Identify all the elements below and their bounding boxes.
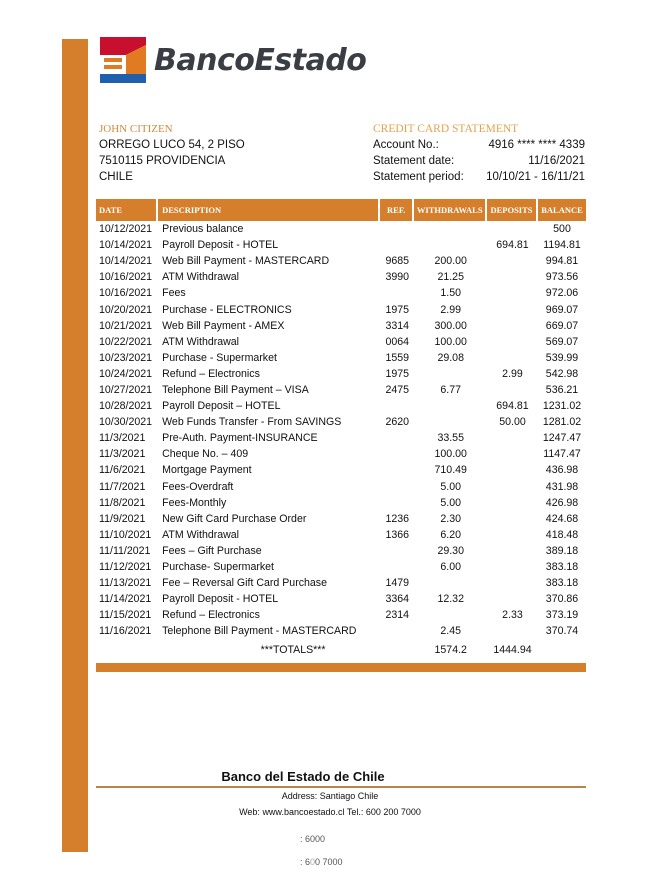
row-deposit [487, 623, 538, 639]
row-deposit [487, 318, 538, 334]
row-ref [380, 623, 414, 639]
row-withdrawal [414, 414, 487, 430]
row-date: 11/16/2021 [99, 625, 152, 638]
row-description: Payroll Deposit – HOTEL [162, 400, 281, 413]
row-deposit [487, 446, 538, 462]
header-withdrawals: WITHDRAWALS [414, 199, 487, 221]
table-row [96, 253, 586, 269]
header-date: DATE [96, 199, 158, 221]
table-row [96, 527, 586, 543]
row-withdrawal: 6.00 [440, 561, 462, 574]
row-withdrawal [414, 237, 487, 253]
row-ref: 3314 [385, 319, 410, 332]
footer-faint-2: : 600 7000 [300, 857, 343, 867]
row-ref [380, 430, 414, 446]
account-value: 4916 **** **** 4339 [488, 139, 585, 151]
table-row [96, 382, 586, 398]
row-description: Telephone Bill Payment - MASTERCARD [162, 625, 357, 638]
row-ref: 3364 [385, 593, 410, 606]
bank-logo [100, 37, 366, 83]
row-balance: 972.06 [545, 287, 579, 300]
row-withdrawal: 2.45 [440, 625, 462, 638]
row-deposit [487, 559, 538, 575]
customer-address-line2: 7510115 PROVIDENCIA [99, 155, 226, 167]
row-balance: 1194.81 [543, 239, 581, 252]
row-ref: 1559 [385, 351, 410, 364]
customer-name: JOHN CITIZEN [99, 123, 173, 135]
footer-divider [96, 786, 586, 788]
table-row [96, 237, 586, 253]
table-header-row [96, 199, 586, 221]
row-balance: 539.99 [545, 351, 579, 364]
table-row [96, 607, 586, 623]
row-deposit [487, 350, 538, 366]
row-ref: 9685 [385, 255, 410, 268]
row-balance: 569.07 [545, 335, 579, 348]
row-date: 10/16/2021 [99, 287, 153, 300]
row-ref: 2475 [385, 383, 410, 396]
row-deposit [487, 269, 538, 285]
row-date: 10/14/2021 [99, 255, 153, 268]
row-description: Fees [162, 287, 186, 300]
row-withdrawal: 6.20 [440, 528, 462, 541]
row-balance: 500 [553, 223, 571, 236]
row-ref: 1236 [385, 512, 410, 525]
table-row [96, 591, 586, 607]
customer-address-line1: ORREGO LUCO 54, 2 PISO [99, 139, 245, 151]
row-ref [380, 285, 414, 301]
row-description: Pre-Auth. Payment-INSURANCE [162, 432, 318, 445]
table-row [96, 366, 586, 382]
row-date: 11/7/2021 [99, 480, 146, 493]
footer-faint-1: : 6000 [300, 834, 326, 844]
row-date: 11/8/2021 [99, 496, 146, 509]
row-ref [380, 479, 414, 495]
row-ref: 1975 [385, 367, 410, 380]
header-ref: REF. [380, 199, 414, 221]
header-deposits: DEPOSITS [487, 199, 538, 221]
row-description: Purchase - Supermarket [162, 351, 277, 364]
row-balance: 1281.02 [542, 416, 582, 429]
row-deposit [487, 221, 538, 237]
table-row [96, 575, 586, 591]
row-date: 10/21/2021 [99, 319, 153, 332]
row-ref [380, 237, 414, 253]
row-balance: 542.98 [545, 367, 579, 380]
row-balance: 1231.02 [542, 400, 582, 413]
row-withdrawal: 5.00 [440, 496, 462, 509]
row-withdrawal: 29.30 [437, 544, 464, 557]
row-withdrawal: 2.30 [440, 512, 462, 525]
customer-block [99, 121, 245, 185]
row-ref: 0064 [385, 335, 410, 348]
statement-period-label: Statement period: [373, 171, 464, 183]
row-balance: 969.07 [545, 303, 579, 316]
row-date: 11/9/2021 [99, 512, 146, 525]
row-ref [380, 495, 414, 511]
table-row [96, 221, 586, 237]
row-description: ATM Withdrawal [162, 271, 240, 284]
table-bottom-bar [96, 663, 586, 672]
row-description: Fees-Overdraft [162, 480, 234, 493]
row-balance: 370.74 [545, 625, 579, 638]
bank-logo-text: BancoEstado [154, 42, 367, 78]
row-date: 10/20/2021 [99, 303, 153, 316]
transactions-table [96, 199, 586, 661]
customer-country: CHILE [99, 171, 133, 183]
row-withdrawal: 200.00 [434, 255, 467, 268]
row-date: 11/12/2021 [99, 561, 152, 574]
table-row [96, 334, 586, 350]
row-deposit [487, 479, 538, 495]
row-deposit [487, 382, 538, 398]
row-date: 11/11/2021 [99, 544, 151, 557]
row-date: 10/16/2021 [99, 271, 153, 284]
row-withdrawal: 6.77 [440, 383, 462, 396]
row-balance: 436.98 [545, 464, 579, 477]
totals-withdrawals: 1574.2 [434, 644, 467, 657]
statement-info [373, 121, 585, 185]
row-ref [380, 221, 414, 237]
row-description: Cheque No. – 409 [162, 448, 249, 461]
row-description: Purchase - ELECTRONICS [162, 303, 292, 316]
statement-title: CREDIT CARD STATEMENT [373, 123, 519, 135]
row-balance: 994.81 [545, 255, 579, 268]
row-ref: 1479 [385, 577, 410, 590]
row-ref: 3990 [385, 271, 410, 284]
row-withdrawal: 21.25 [437, 271, 464, 284]
row-description: Mortgage Payment [162, 464, 252, 477]
row-date: 10/14/2021 [99, 239, 153, 252]
row-deposit: 694.81 [496, 400, 529, 413]
row-deposit: 50.00 [499, 416, 526, 429]
row-withdrawal [414, 221, 487, 237]
row-description: Web Funds Transfer - From SAVINGS [162, 416, 342, 429]
row-date: 11/3/2021 [99, 448, 146, 461]
row-date: 10/28/2021 [99, 400, 153, 413]
row-withdrawal: 710.49 [434, 464, 467, 477]
row-date: 11/10/2021 [99, 528, 152, 541]
footer-web: Web: www.bancoestado.cl Tel.: 600 200 7000 [239, 807, 421, 817]
row-date: 10/23/2021 [99, 351, 153, 364]
row-description: New Gift Card Purchase Order [162, 512, 307, 525]
row-description: Fees – Gift Purchase [162, 544, 262, 557]
row-deposit [487, 575, 538, 591]
bank-logo-icon [100, 37, 146, 83]
row-description: Refund – Electronics [162, 609, 260, 622]
table-row [96, 269, 586, 285]
row-deposit [487, 285, 538, 301]
row-balance: 389.18 [545, 544, 579, 557]
row-description: Fee – Reversal Gift Card Purchase [162, 577, 327, 590]
row-withdrawal [414, 607, 487, 623]
row-withdrawal [414, 398, 487, 414]
row-date: 11/14/2021 [99, 593, 152, 606]
row-description: Previous balance [162, 223, 244, 236]
table-row [96, 285, 586, 301]
row-withdrawal: 12.32 [437, 593, 464, 606]
header-description: DESCRIPTION [158, 199, 380, 221]
row-deposit [487, 301, 538, 317]
row-balance: 669.07 [545, 319, 579, 332]
row-balance: 1247.47 [542, 432, 582, 445]
row-balance: 418.48 [545, 528, 579, 541]
row-balance: 426.98 [545, 496, 579, 509]
row-withdrawal: 2.99 [440, 303, 462, 316]
side-accent-bar [62, 39, 88, 852]
row-date: 10/22/2021 [99, 335, 153, 348]
row-ref [380, 446, 414, 462]
row-deposit: 694.81 [496, 239, 529, 252]
row-ref [380, 559, 414, 575]
footer-bank-name [0, 769, 660, 784]
row-withdrawal: 100.00 [434, 335, 467, 348]
row-description: Refund – Electronics [162, 367, 260, 380]
table-row [96, 462, 586, 478]
row-deposit [487, 430, 538, 446]
row-date: 11/3/2021 [99, 432, 146, 445]
row-ref: 2314 [385, 609, 410, 622]
statement-date-label: Statement date: [373, 155, 455, 167]
row-deposit [487, 527, 538, 543]
footer-bank-name-text: Banco del Estado de Chile [221, 769, 385, 784]
row-date: 11/6/2021 [99, 464, 146, 477]
row-deposit [487, 543, 538, 559]
table-row [96, 495, 586, 511]
row-description: Telephone Bill Payment – VISA [162, 383, 309, 396]
row-withdrawal: 1.50 [440, 287, 462, 300]
row-description: ATM Withdrawal [162, 528, 240, 541]
row-deposit [487, 334, 538, 350]
row-description: Web Bill Payment - MASTERCARD [162, 255, 330, 268]
row-deposit [487, 253, 538, 269]
row-withdrawal: 5.00 [440, 480, 462, 493]
row-balance: 536.21 [545, 383, 579, 396]
row-ref: 1366 [385, 528, 410, 541]
row-date: 10/30/2021 [99, 416, 153, 429]
row-description: Payroll Deposit - HOTEL [162, 239, 279, 252]
row-date: 10/12/2021 [99, 223, 153, 236]
row-deposit: 2.33 [502, 609, 523, 622]
statement-date-value: 11/16/2021 [528, 155, 585, 167]
row-ref: 1975 [385, 303, 410, 316]
statement-period-value: 10/10/21 - 16/11/21 [486, 171, 585, 183]
row-ref [380, 543, 414, 559]
table-row [96, 350, 586, 366]
row-balance: 973.56 [545, 271, 579, 284]
footer-address: Address: Santiago Chile [281, 791, 379, 801]
row-withdrawal [414, 366, 487, 382]
row-description: Purchase- Supermarket [162, 561, 274, 574]
row-date: 10/24/2021 [99, 367, 153, 380]
row-ref [380, 398, 414, 414]
row-deposit [487, 511, 538, 527]
row-description: Web Bill Payment - AMEX [162, 319, 285, 332]
row-balance: 431.98 [545, 480, 579, 493]
row-balance: 383.18 [545, 577, 579, 590]
table-row [96, 398, 586, 414]
table-row [96, 301, 586, 317]
row-ref: 2620 [385, 416, 410, 429]
row-description: Payroll Deposit - HOTEL [162, 593, 279, 606]
table-row [96, 559, 586, 575]
row-date: 10/27/2021 [99, 383, 153, 396]
table-row [96, 414, 586, 430]
row-withdrawal: 100.00 [434, 448, 467, 461]
row-ref [380, 462, 414, 478]
row-withdrawal: 29.08 [437, 351, 464, 364]
row-deposit [487, 462, 538, 478]
header-balance: BALANCE [538, 199, 586, 221]
totals-deposits: 1444.94 [493, 644, 532, 657]
row-withdrawal: 300.00 [434, 319, 467, 332]
table-row [96, 430, 586, 446]
totals-label: ***TOTALS*** [260, 644, 326, 657]
totals-row [96, 639, 586, 661]
row-deposit: 2.99 [502, 367, 523, 380]
table-row [96, 623, 586, 639]
row-balance: 1147.47 [543, 448, 581, 461]
row-date: 11/15/2021 [99, 609, 152, 622]
row-deposit [487, 591, 538, 607]
row-balance: 383.18 [545, 561, 579, 574]
row-description: ATM Withdrawal [162, 335, 240, 348]
row-balance: 424.68 [545, 512, 579, 525]
table-row [96, 511, 586, 527]
row-withdrawal [414, 575, 487, 591]
table-row [96, 446, 586, 462]
table-row [96, 479, 586, 495]
row-balance: 370.86 [545, 593, 579, 606]
row-balance: 373.19 [545, 609, 579, 622]
account-label: Account No.: [373, 139, 439, 151]
row-deposit [487, 495, 538, 511]
row-withdrawal: 33.55 [437, 432, 464, 445]
table-row [96, 543, 586, 559]
row-description: Fees-Monthly [162, 496, 227, 509]
row-date: 11/13/2021 [99, 577, 152, 590]
table-row [96, 318, 586, 334]
